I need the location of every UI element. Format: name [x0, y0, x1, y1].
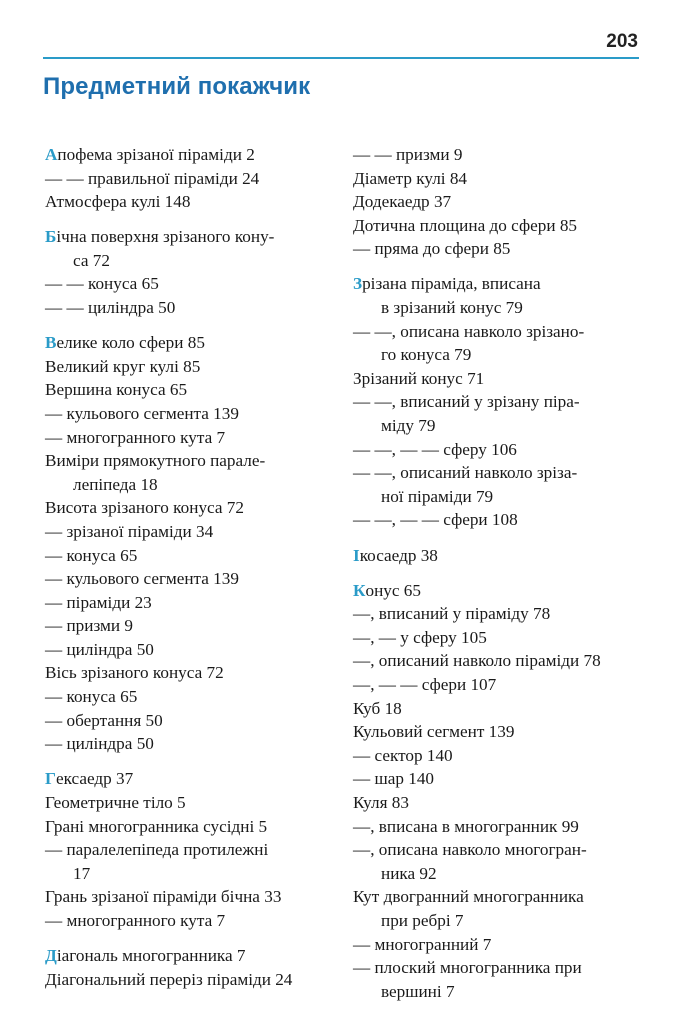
index-entry	[45, 426, 335, 450]
index-entry-line: Гексаедр 37	[45, 769, 134, 789]
index-entry-line: Бічна поверхня зрізаного кону-	[45, 227, 275, 247]
index-entry	[45, 449, 335, 496]
index-entry	[353, 815, 640, 839]
index-entry	[353, 838, 640, 885]
index-entry-line: Додекаедр 37	[353, 192, 452, 212]
index-entry-continuation: вершині 7	[381, 981, 455, 1001]
index-entry-line: — циліндра 50	[45, 734, 154, 754]
index-initial-letter: Д	[45, 946, 57, 965]
index-group-Г	[45, 767, 335, 932]
index-entry-line: —, описаний навколо піраміди 78	[353, 651, 601, 671]
index-entry	[353, 720, 640, 744]
index-entry-line: Діаметр кулі 84	[353, 168, 468, 188]
index-entry	[45, 225, 335, 272]
index-entry	[45, 167, 335, 191]
index-entry-line: —, — — сфери 107	[353, 674, 497, 694]
index-entry	[353, 956, 640, 1003]
index-group-А	[45, 143, 335, 214]
index-entry	[353, 602, 640, 626]
index-group-Б	[45, 225, 335, 319]
index-initial-letter: Г	[45, 769, 56, 789]
index-entry	[353, 167, 640, 191]
index-entry-line: Атмосфера кулі 148	[45, 192, 191, 212]
index-entry	[45, 638, 335, 662]
index-entry	[45, 355, 335, 379]
index-entry-line: — —, — — сферу 106	[353, 439, 517, 459]
index-entry	[45, 909, 335, 933]
index-entry-line: — кульового сегмента 139	[45, 569, 239, 589]
index-entry	[45, 591, 335, 615]
index-entry-line: —, — у сферу 105	[353, 627, 487, 647]
index-entry	[45, 944, 335, 968]
index-entry-continuation: лепіпеда 18	[73, 474, 158, 494]
index-initial-letter: Б	[45, 227, 57, 247]
index-entry	[353, 885, 640, 932]
index-initial-letter: І	[353, 545, 360, 565]
index-entry	[353, 367, 640, 391]
index-entry-line: — плоский многогранника при	[353, 958, 582, 978]
index-entry-line: — пряма до сфери 85	[353, 239, 511, 259]
index-entry-line: — —, описана навколо зрізано-	[353, 321, 585, 341]
index-entry	[353, 438, 640, 462]
index-entry-continuation: са 72	[73, 250, 110, 270]
index-entry-line: Куля 83	[353, 792, 409, 812]
index-group-З	[353, 272, 640, 532]
index-entry	[353, 697, 640, 721]
index-entry-line: — призми 9	[45, 616, 133, 636]
index-entry	[45, 968, 335, 992]
index-entry	[45, 272, 335, 296]
index-entry	[353, 272, 640, 319]
index-entry-line: Виміри прямокутного парале-	[45, 451, 266, 471]
index-entry-line: — кульового сегмента 139	[45, 403, 239, 423]
index-entry-line: Зрізаний конус 71	[353, 368, 485, 388]
index-entry-line: Вісь зрізаного конуса 72	[45, 663, 224, 683]
index-entry-line: Велике коло сфери 85	[45, 333, 205, 353]
index-entry-line: — —, вписаний у зрізану пірa-	[353, 392, 580, 412]
index-entry	[353, 320, 640, 367]
index-entry	[45, 815, 335, 839]
index-entry-line: Кульовий сегмент 139	[353, 722, 515, 742]
index-entry-line: Конус 65	[353, 580, 421, 600]
index-group-Д	[45, 944, 335, 991]
index-group-К	[353, 579, 640, 1004]
index-entry-line: — —, описаний навколо зріза-	[353, 463, 578, 483]
index-entry	[353, 544, 640, 568]
index-initial-letter: З	[353, 274, 363, 294]
index-initial-letter: В	[45, 333, 57, 353]
index-entry	[353, 508, 640, 532]
index-entry-line: — сектор 140	[353, 745, 453, 765]
index-entry	[45, 767, 335, 791]
index-entry	[353, 579, 640, 603]
index-entry-line: Висота зрізаного конуса 72	[45, 498, 244, 518]
index-entry	[353, 390, 640, 437]
index-entry	[353, 143, 640, 167]
index-entry-line: Зрізана піраміда, вписана	[353, 274, 541, 294]
index-entry	[353, 461, 640, 508]
index-entry	[45, 661, 335, 685]
index-entry-line: — зрізаної піраміди 34	[45, 521, 214, 541]
index-initial-letter: К	[353, 580, 366, 600]
page-title: Предметний покажчик	[43, 73, 311, 100]
index-entry-line: Діагональний переріз піраміди 24	[45, 969, 293, 989]
index-entry-line: Апофема зрізаної піраміди 2	[45, 145, 255, 164]
index-entry-line: Геометричне тіло 5	[45, 792, 186, 812]
index-entry-continuation: при ребрі 7	[381, 910, 464, 930]
index-entry-line: — обертання 50	[45, 710, 163, 730]
index-entry-continuation: міду 79	[381, 416, 436, 436]
index-entry	[353, 791, 640, 815]
index-entry-line: — — циліндра 50	[45, 298, 176, 318]
index-entry-line: — многогранного кута 7	[45, 427, 226, 447]
index-entry-line: — конуса 65	[45, 545, 138, 565]
index-entry	[353, 673, 640, 697]
index-entry-line: Грань зрізаної піраміди бічна 33	[45, 887, 282, 907]
index-entry	[45, 885, 335, 909]
index-initial-letter: А	[45, 145, 58, 164]
index-entry-line: Великий круг кулі 85	[45, 356, 201, 376]
index-entry	[353, 767, 640, 791]
index-entry-line: Дотична площина до сфери 85	[353, 215, 578, 235]
index-entry-continuation: 17	[73, 863, 91, 883]
index-entry-line: — —, — — сфери 108	[353, 510, 518, 530]
index-entry-continuation: го конуса 79	[381, 345, 472, 365]
index-entry	[45, 544, 335, 568]
index-group-В	[45, 331, 335, 756]
index-entry-line: — паралелепіпеда протилежні	[45, 840, 269, 860]
index-entry	[45, 685, 335, 709]
index-entry-line: — — правильної піраміди 24	[45, 168, 260, 188]
index-entry-line: —, вписана в многогранник 99	[353, 816, 579, 836]
index-entry-line: — піраміди 23	[45, 592, 152, 612]
index-entry	[45, 709, 335, 733]
index-entry	[45, 378, 335, 402]
index-entry	[45, 732, 335, 756]
index-entry-line: — циліндра 50	[45, 639, 154, 659]
index-entry-line: Вершина конуса 65	[45, 380, 188, 400]
index-column-right	[353, 143, 640, 1003]
index-entry	[45, 614, 335, 638]
index-entry-line: Грані многогранника сусідні 5	[45, 816, 268, 836]
index-entry-line: — многогранного кута 7	[45, 910, 226, 930]
index-entry	[353, 649, 640, 673]
index-entry-line: Ікосаедр 38	[353, 545, 438, 565]
index-entry	[45, 331, 335, 355]
index-entry-line: — конуса 65	[45, 687, 138, 707]
index-entry	[45, 567, 335, 591]
index-entry-line: Діагональ многогранника 7	[45, 946, 246, 965]
index-column-left	[45, 143, 335, 991]
index-entry-line: —, описана навколо многогран-	[353, 840, 587, 860]
index-entry	[353, 744, 640, 768]
index-entry	[353, 237, 640, 261]
index-entry	[353, 933, 640, 957]
index-entry-line: — шар 140	[353, 769, 435, 789]
index-entry-line: —, вписаний у піраміду 78	[353, 604, 551, 624]
header-rule	[43, 57, 639, 59]
index-entry-line: Куб 18	[353, 698, 402, 718]
index-entry-continuation: в зрізаний конус 79	[381, 298, 523, 318]
index-group-І	[353, 544, 640, 568]
index-entry-line: Кут двогранний многогранника	[353, 887, 584, 907]
index-entry-line: — — конуса 65	[45, 274, 159, 294]
index-entry	[353, 214, 640, 238]
index-group-continued	[353, 143, 640, 261]
index-entry	[45, 190, 335, 214]
page-number: 203	[606, 31, 638, 52]
index-entry-line: — — призми 9	[353, 145, 463, 164]
index-entry-continuation: ної піраміди 79	[381, 486, 494, 506]
index-entry	[45, 520, 335, 544]
index-entry	[45, 496, 335, 520]
index-entry	[353, 626, 640, 650]
index-entry	[45, 402, 335, 426]
index-entry	[45, 296, 335, 320]
index-entry	[45, 838, 335, 885]
index-entry-line: — многогранний 7	[353, 934, 492, 954]
index-entry	[45, 143, 335, 167]
index-entry	[45, 791, 335, 815]
index-entry	[353, 190, 640, 214]
index-entry-continuation: ника 92	[381, 863, 437, 883]
